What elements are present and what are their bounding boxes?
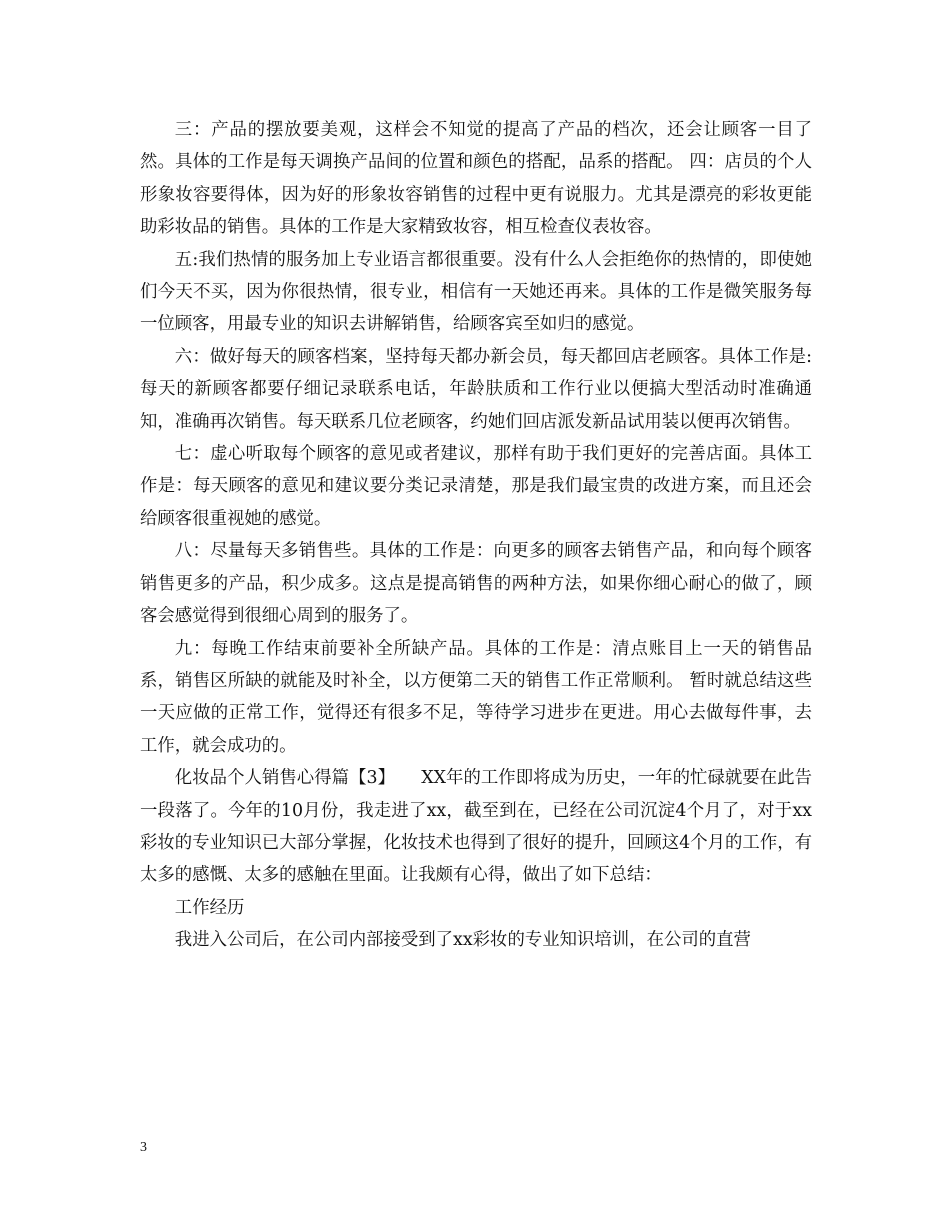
paragraph-item-nine: 九：每晚工作结束前要补全所缺产品。具体的工作是：清点账目上一天的销售品系，销售区所缺的就能及时补全，以方便第二天的销售工作正常顺利。 暂时就总结这些一天应做的正常工作，觉得还有很多不足，等待学习进步在更进。用心去做每件事，去工作，就会成功的。 [140,638,812,756]
page-number: 3 [140,1140,147,1155]
paragraph-item-three-four: 三：产品的摆放要美观，这样会不知觉的提高了产品的档次，还会让顾客一目了然。具体的工作是每天调换产品间的位置和颜色的搭配，品系的搭配。 四：店员的个人形象妆容要得体，因为好的形象妆容销售的过程中更有说服力。尤其是漂亮的彩妆更能助彩妆品的销售。具体的工作是大家精致妆容，相互检查仪表妆容。 [140,120,812,238]
paragraph-item-five: 五:我们热情的服务加上专业语言都很重要。没有什么人会拒绝你的热情的，即使她们今天不买，因为你很热情，很专业，相信有一天她还再来。具体的工作是微笑服务每一位顾客，用最专业的知识去讲解销售，给顾客宾至如归的感觉。 [140,249,812,335]
paragraph-item-six: 六：做好每天的顾客档案，坚持每天都办新会员，每天都回店老顾客。具体工作是:每天的新顾客都要仔细记录联系电话，年龄肤质和工作行业以便搞大型活动时准确通知，准确再次销售。每天联系几位老顾客，约她们回店派发新品试用装以便再次销售。 [140,346,812,432]
paragraph-item-eight: 八：尽量每天多销售些。具体的工作是：向更多的顾客去销售产品，和向每个顾客销售更多的产品，积少成多。这点是提高销售的两种方法，如果你细心耐心的做了，顾客会感觉得到很细心周到的服务了。 [140,541,812,627]
paragraph-work-experience: 我进入公司后，在公司内部接受到了xx彩妆的专业知识培训，在公司的直营 [174,930,751,951]
paragraph-section-3-intro: 化妆品个人销售心得篇【3】 XX年的工作即将成为历史，一年的忙碌就要在此告一段落了。今年的10月份，我走进了xx，截至到在，已经在公司沉淀4个月了，对于xx彩妆的专业知识已大部分掌握，化妆技术也得到了很好的提升，回顾这4个月的工作，有太多的感慨、太多的感触在里面。让我颇有心得，做出了如下总结： [140,768,812,886]
section-heading-work-experience: 工作经历 [174,897,245,918]
paragraph-item-seven: 七：虚心听取每个顾客的意见或者建议，那样有助于我们更好的完善店面。具体工作是：每天顾客的意见和建议要分类记录清楚，那是我们最宝贵的改进方案，而且还会给顾客很重视她的感觉。 [140,444,812,529]
document-body [140,114,812,957]
